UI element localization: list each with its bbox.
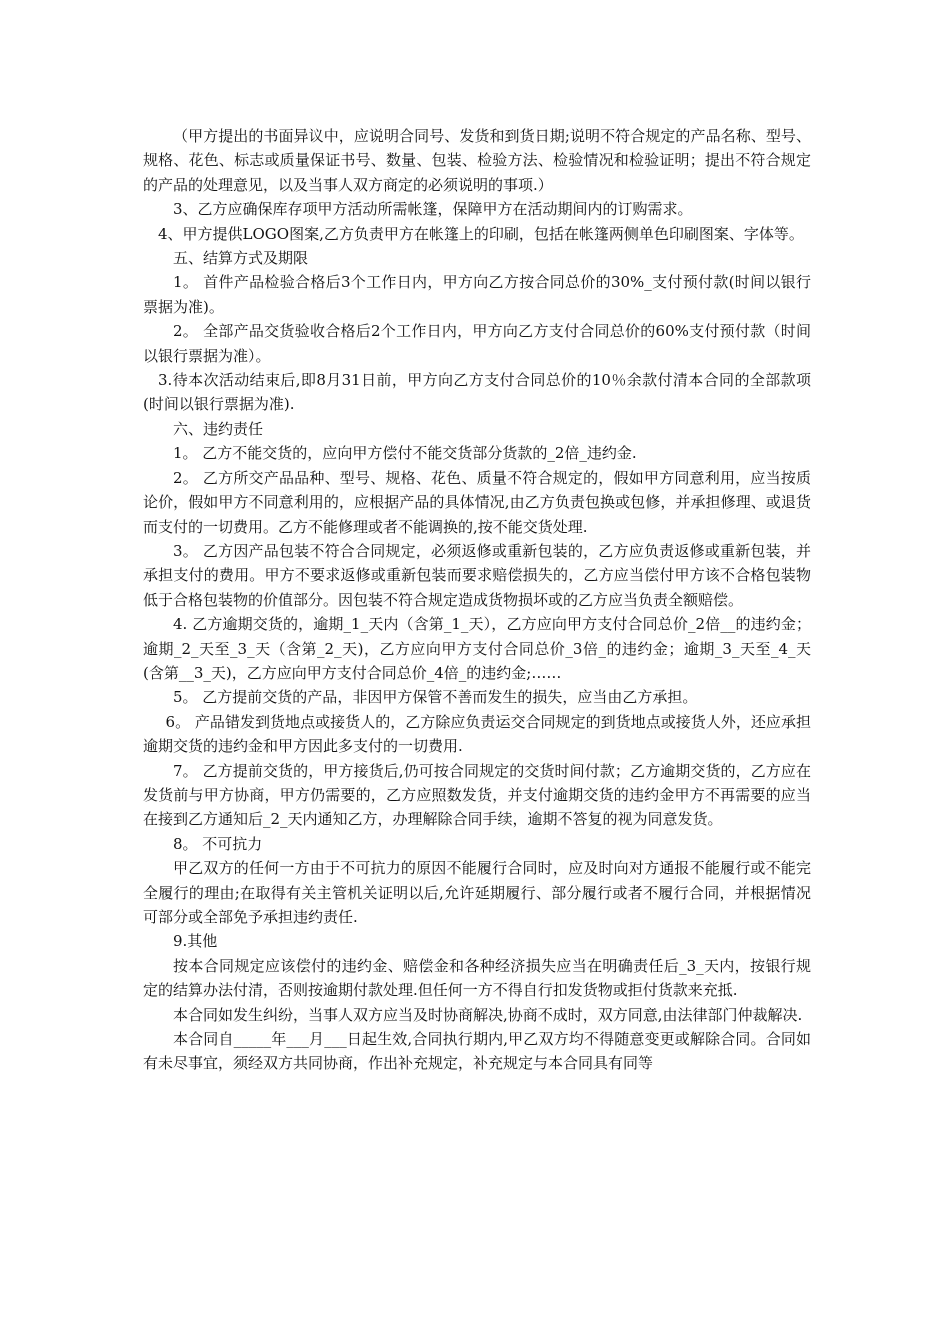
paragraph-settlement-1: 1。 首件产品检验合格后3个工作日内，甲方向乙方按合同总价的30%_支付预付款(时间以银行票据为准)。 — [143, 273, 811, 316]
paragraph-liability-3: 3。 乙方因产品包装不符合合同规定，必须返修或重新包装的，乙方应负责返修或重新包装，并承担支付的费用。甲方不要求返修或重新包装而要求赔偿损失的，乙方应当偿付甲方该不合格包装物低于合格包装物的价值部分。因包装不符合规定造成货物损坏或的乙方应当负责全额赔偿。 — [143, 541, 811, 609]
section-heading-force-majeure: 8。 不可抗力 — [173, 834, 263, 853]
paragraph-liability-1: 1。 乙方不能交货的，应向甲方偿付不能交货部分货款的_2倍_违约金. — [173, 444, 637, 463]
paragraph-other-effective: 本合同自_____年___月___日起生效,合同执行期内,甲乙双方均不得随意变更或解除合同。合同如有未尽事宜，须经双方共同协商，作出补充规定，补充规定与本合同具有同等 — [143, 1030, 811, 1073]
paragraph-objection-details: （甲方提出的书面异议中，应说明合同号、发货和到货日期;说明不符合规定的产品名称、型号、规格、花色、标志或质量保证书号、数量、包装、检验方法、检验情况和检验证明；提出不符合规定的产品的处理意见，以及当事人双方商定的必须说明的事项.） — [143, 127, 811, 194]
paragraph-liability-2: 2。 乙方所交产品品种、型号、规格、花色、质量不符合规定的，假如甲方同意利用，应当按质论价，假如甲方不同意利用的，应根据产品的具体情况,由乙方负责包换或包修，并承担修理、或退货而支付的一切费用。乙方不能修理或者不能调换的,按不能交货处理. — [143, 468, 811, 536]
paragraph-other-dispute: 本合同如发生纠纷，当事人双方应当及时协商解决,协商不成时，双方同意,由法律部门仲裁解决. — [173, 1005, 803, 1024]
section-heading-settlement: 五、结算方式及期限 — [173, 249, 309, 268]
paragraph-clause-4-logo: 4、甲方提供LOGO图案,乙方负责甲方在帐篷上的印刷，包括在帐篷两侧单色印刷图案、字体等。 — [158, 224, 804, 243]
section-heading-liability: 六、违约责任 — [173, 419, 264, 438]
paragraph-liability-6: 6。 产品错发到货地点或接货人的，乙方除应负责运交合同规定的到货地点或接货人外，还应承担逾期交货的违约金和甲方因此多支付的一切费用. — [143, 712, 811, 756]
paragraph-other-payment: 按本合同规定应该偿付的违约金、赔偿金和各种经济损失应当在明确责任后_3_天内，按银行规定的结算办法付清，否则按逾期付款处理.但任何一方不得自行扣发货物或拒付货款来充抵. — [143, 956, 811, 1000]
paragraph-force-majeure: 甲乙双方的任何一方由于不可抗力的原因不能履行合同时，应及时向对方通报不能履行或不能完全履行的理由;在取得有关主管机关证明以后,允许延期履行、部分履行或者不履行合同，并根据情况可部分或全部免予承担违约责任. — [143, 859, 811, 926]
paragraph-clause-3-tents: 3、乙方应确保库存项甲方活动所需帐篷，保障甲方在活动期间内的订购需求。 — [173, 200, 693, 219]
paragraph-liability-5: 5。 乙方提前交货的产品，非因甲方保管不善而发生的损失，应当由乙方承担。 — [173, 688, 698, 707]
document-body — [143, 124, 811, 1076]
paragraph-liability-7: 7。 乙方提前交货的，甲方接货后,仍可按合同规定的交货时间付款；乙方逾期交货的，乙方应在发货前与甲方协商，甲方仍需要的，乙方应照数发货，并支付逾期交货的违约金甲方不再需要的应当在接到乙方通知后_2_天内通知乙方，办理解除合同手续，逾期不答复的视为同意发货。 — [143, 761, 811, 829]
paragraph-settlement-3: 3.待本次活动结束后,即8月31日前，甲方向乙方支付合同总价的10％余款付清本合同的全部款项(时间以银行票据为准). — [143, 371, 811, 414]
section-heading-other: 9.其他 — [173, 932, 218, 951]
paragraph-settlement-2: 2。 全部产品交货验收合格后2个工作日内，甲方向乙方支付合同总价的60%支付预付款（时间以银行票据为准）。 — [143, 322, 811, 365]
paragraph-liability-4: 4. 乙方逾期交货的，逾期_1_天内（含第_1_天），乙方应向甲方支付合同总价_2倍__的违约金；逾期_2_天至_3_天（含第_2_天)，乙方应向甲方支付合同总价_3倍_的违约金；逾期_3_天至_4_天(含第__3_天)，乙方应向甲方支付合同总价_4倍_的违约金;…… — [143, 615, 811, 682]
